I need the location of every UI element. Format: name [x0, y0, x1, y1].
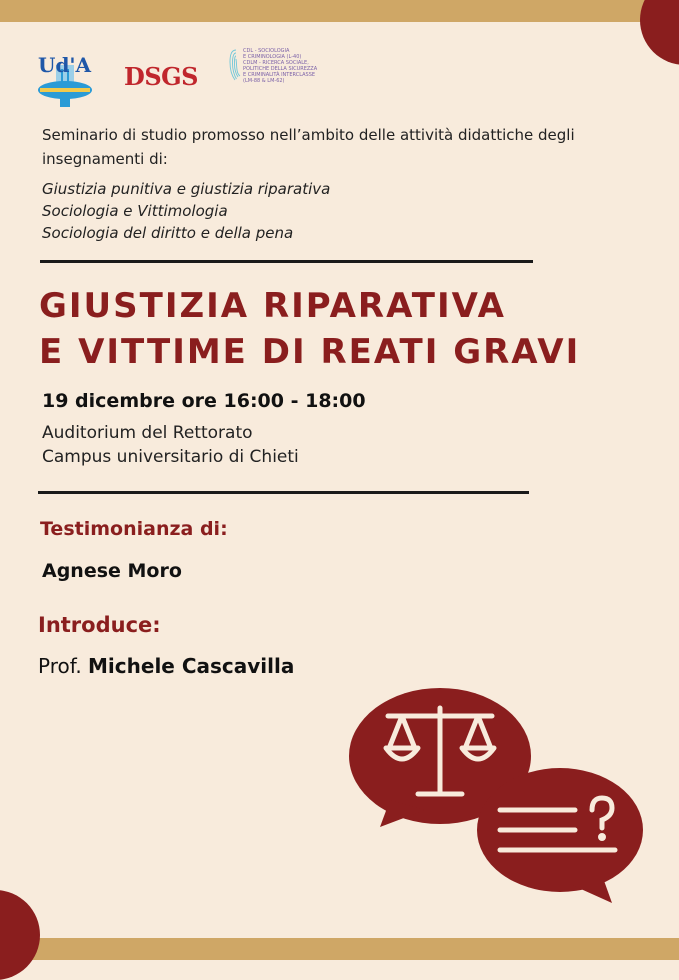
uda-logo-text: Ud'A — [38, 53, 92, 77]
corner-circle-bottom-left — [0, 890, 40, 980]
introduces-label: Introduce: — [38, 613, 161, 637]
testimony-speaker: Agnese Moro — [42, 560, 182, 582]
moderator-name: Michele Cascavilla — [88, 654, 295, 678]
cdl-logo — [228, 46, 318, 86]
fingerprint-icon — [228, 46, 244, 82]
venue-line: Campus universitario di Chieti — [42, 447, 299, 467]
top-gold-band — [0, 0, 679, 22]
event-venue — [42, 421, 299, 469]
cdl-logo-text: CDL - SOCIOLOGIA E CRIMINOLOGIA (L-40) CDLM - RICERCA SOCIALE, POLITICHE DELLA SICUREZZA E CRIMINALITÀ INTERCLASSE (LM-88 & LM-62) — [243, 48, 318, 84]
moderator-prefix: Prof. — [38, 654, 82, 678]
course-item: Giustizia punitiva e giustizia riparativa — [42, 180, 331, 198]
course-list — [42, 178, 330, 244]
dsgs-logo: DSGS — [124, 62, 198, 91]
bottom-gold-band — [0, 938, 679, 960]
corner-circle-top-right — [640, 0, 679, 65]
course-item: Sociologia del diritto e della pena — [42, 224, 294, 242]
divider — [40, 260, 533, 263]
title-line: GIUSTIZIA RIPARATIVA — [39, 286, 506, 326]
intro-text: Seminario di studio promosso nell’ambito delle attività didattiche degli insegnamenti di: — [42, 126, 575, 168]
divider — [38, 491, 529, 494]
speech-bubbles-illustration — [340, 680, 650, 910]
course-item: Sociologia e Vittimologia — [42, 202, 228, 220]
event-title — [39, 283, 580, 375]
testimony-label: Testimonianza di: — [40, 518, 228, 540]
uda-tower-logo — [36, 47, 94, 109]
title-line: E VITTIME DI REATI GRAVI — [39, 332, 581, 372]
event-datetime: 19 dicembre ore 16:00 - 18:00 — [42, 390, 366, 412]
venue-line: Auditorium del Rettorato — [42, 423, 253, 443]
moderator — [38, 654, 294, 678]
